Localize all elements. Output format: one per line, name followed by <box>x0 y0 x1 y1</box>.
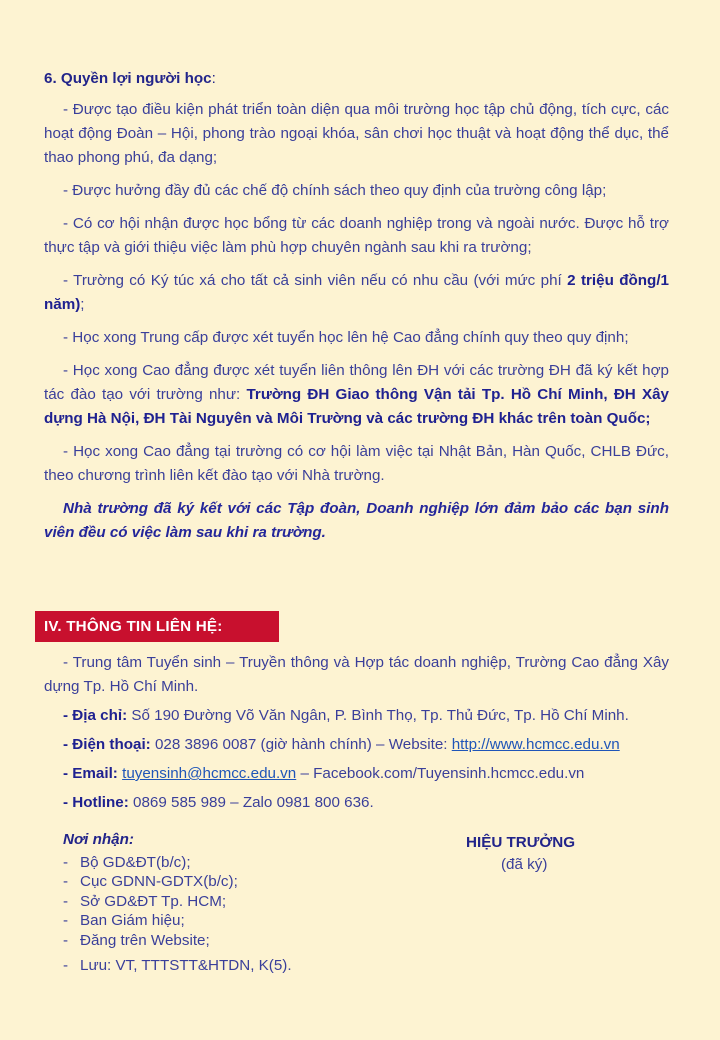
contact-email: - Email: tuyensinh@hcmcc.edu.vn – Facebook.com/Tuyensinh.hcmcc.edu.vn <box>63 765 585 782</box>
contact-phone: - Điện thoại: 028 3896 0087 (giờ hành chính) – Website: http://www.hcmcc.edu.vn <box>63 736 620 753</box>
recipient-item: - Sở GD&ĐT Tp. HCM; <box>63 892 323 912</box>
benefit-item-dorm: - Trường có Ký túc xá cho tất cả sinh viên nếu có nhu cầu (với mức phí 2 triệu đồng/1 năm); <box>44 272 669 313</box>
dorm-fee: 2 triệu đồng/1 năm) <box>44 272 669 313</box>
contact-center: - Trung tâm Tuyển sinh – Truyền thông và Hợp tác doanh nghiệp, Trường Cao đẳng Xây dựng Tp. Hồ Chí Minh. <box>44 654 669 695</box>
recipient-item: - Ban Giám hiệu; <box>63 911 323 931</box>
recipient-item: - Bộ GD&ĐT(b/c); <box>63 853 323 873</box>
partner-universities: Trường ĐH Giao thông Vận tải Tp. Hồ Chí Minh, ĐH Xây dựng Hà Nội, ĐH Tài Nguyên và Môi Trường và các trường ĐH khác trên toàn Quốc; <box>44 386 669 427</box>
signature-block <box>466 832 606 876</box>
benefit-item: - Học xong Cao đẳng tại trường có cơ hội làm việc tại Nhật Bản, Hàn Quốc, CHLB Đức, theo chương trình liên kết đào tạo với Nhà trường. <box>44 443 669 484</box>
website-link[interactable]: http://www.hcmcc.edu.vn <box>451 736 620 753</box>
contact-hotline: - Hotline: 0869 585 989 – Zalo 0981 800 636. <box>63 794 374 811</box>
contact-section <box>44 651 669 820</box>
recipients-block <box>63 830 323 976</box>
contact-address: - Địa chỉ: Số 190 Đường Võ Văn Ngân, P. Bình Thọ, Tp. Thủ Đức, Tp. Hồ Chí Minh. <box>63 707 629 724</box>
benefits-heading: 6. Quyền lợi người học: <box>44 70 216 87</box>
benefit-item: - Học xong Trung cấp được xét tuyển học lên hệ Cao đẳng chính quy theo quy định; <box>63 329 629 346</box>
benefits-section <box>44 68 669 545</box>
employment-emphasis: Nhà trường đã ký kết với các Tập đoàn, Doanh nghiệp lớn đảm bảo các bạn sinh viên đều có việc làm sau khi ra trường. <box>44 500 669 541</box>
signature-note: (đã ký) <box>501 856 548 873</box>
benefit-item: - Được tạo điều kiện phát triển toàn diện qua môi trường học tập chủ động, tích cực, các hoạt động Đoàn – Hội, phong trào ngoại khóa, sân chơi học thuật và hoạt động thể dục, thể thao phong phú, đa dạng; <box>44 101 669 166</box>
recipient-item: - Đăng trên Website; <box>63 931 323 951</box>
signature-title: HIỆU TRƯỞNG <box>466 834 576 851</box>
recipients-title: Nơi nhận: <box>63 831 134 848</box>
email-link[interactable]: tuyensinh@hcmcc.edu.vn <box>122 765 297 782</box>
benefit-item: - Được hưởng đầy đủ các chế độ chính sách theo quy định của trường công lập; <box>63 182 607 199</box>
benefit-item-college: - Học xong Cao đẳng được xét tuyển liên thông lên ĐH với các trường ĐH đã ký kết hợp tác đào tạo với trường như: Trường ĐH Giao thông Vận tải Tp. Hồ Chí Minh, ĐH Xây dựng Hà Nội, ĐH Tài Nguyên và Môi Trường và các trường ĐH khác trên toàn Quốc; <box>44 362 669 427</box>
contact-section-banner: IV. THÔNG TIN LIÊN HỆ: <box>35 611 279 642</box>
recipient-item: - Lưu: VT, TTTSTT&HTDN, K(5). <box>63 956 323 976</box>
benefit-item: - Có cơ hội nhận được học bổng từ các doanh nghiệp trong và ngoài nước. Được hỗ trợ thực tập và giới thiệu việc làm phù hợp chuyên ngành sau khi ra trường; <box>44 215 669 256</box>
recipient-item: - Cục GDNN-GDTX(b/c); <box>63 872 323 892</box>
